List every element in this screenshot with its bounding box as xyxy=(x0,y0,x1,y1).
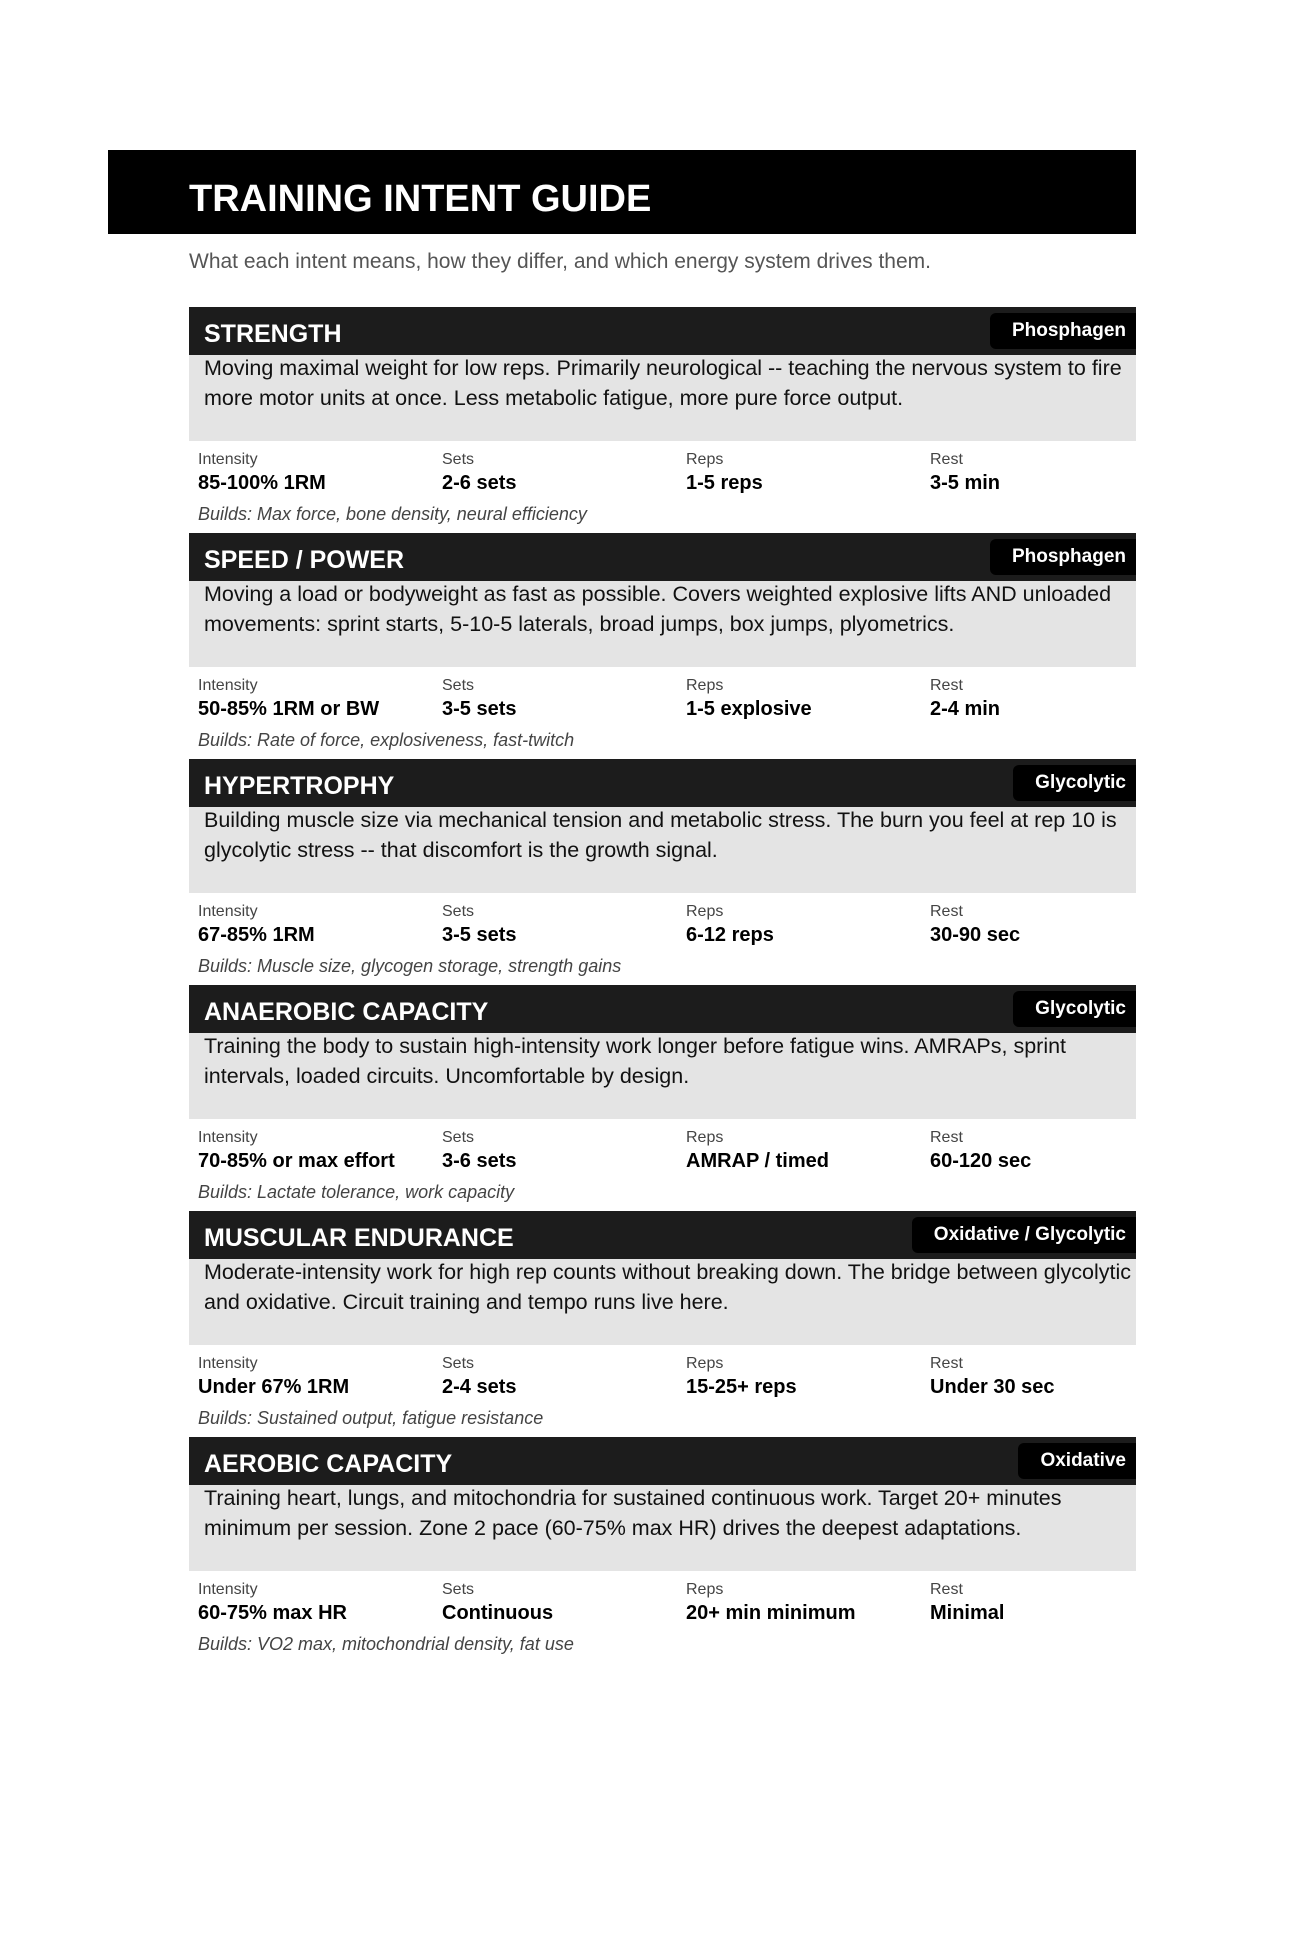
stat-value: Continuous xyxy=(442,1602,554,1624)
stat-label: Reps xyxy=(686,1129,724,1146)
stat-reps xyxy=(686,451,926,495)
stat-sets xyxy=(442,1581,682,1625)
section-header xyxy=(189,307,1136,355)
stat-value: 6-12 reps xyxy=(686,924,774,946)
stat-label: Rest xyxy=(930,1581,963,1598)
stat-label: Sets xyxy=(442,1355,475,1372)
stat-value: Under 67% 1RM xyxy=(198,1376,350,1398)
energy-system-badge: Glycolytic xyxy=(1013,765,1136,801)
stat-value: 15-25+ reps xyxy=(686,1376,797,1398)
stat-value: Under 30 sec xyxy=(930,1376,1055,1398)
energy-system-badge: Glycolytic xyxy=(1013,991,1136,1027)
section-description-box xyxy=(189,1033,1136,1119)
stat-intensity xyxy=(198,1355,438,1399)
stat-label: Intensity xyxy=(198,903,258,920)
intent-section xyxy=(189,759,1136,985)
section-title: AEROBIC CAPACITY xyxy=(204,1450,453,1478)
stat-reps xyxy=(686,1355,926,1399)
section-description: Moderate-intensity work for high rep counts without breaking down. The bridge between glycolytic and oxidative. Circuit training and tempo runs live here. xyxy=(204,1260,1131,1314)
section-description: Moving maximal weight for low reps. Primarily neurological -- teaching the nervous system to fire more motor units at once. Less metabolic fatigue, more pure force output. xyxy=(204,356,1122,410)
stat-value: 1-5 explosive xyxy=(686,698,812,720)
section-header xyxy=(189,759,1136,807)
stat-intensity xyxy=(198,1581,438,1625)
section-title: SPEED / POWER xyxy=(204,546,405,574)
stat-intensity xyxy=(198,1129,438,1173)
stat-sets xyxy=(442,451,682,495)
stat-label: Rest xyxy=(930,1355,963,1372)
builds-note: Builds: Muscle size, glycogen storage, strength gains xyxy=(198,956,622,976)
section-header xyxy=(189,533,1136,581)
energy-system-badge: Oxidative xyxy=(1018,1443,1136,1479)
stat-value: 3-6 sets xyxy=(442,1150,517,1172)
stat-rest xyxy=(930,677,1170,721)
stat-rest xyxy=(930,451,1170,495)
stat-value: 30-90 sec xyxy=(930,924,1021,946)
stat-value: 70-85% or max effort xyxy=(198,1150,395,1172)
intent-section xyxy=(189,533,1136,759)
section-header xyxy=(189,985,1136,1033)
stat-reps xyxy=(686,1581,926,1625)
stat-label: Intensity xyxy=(198,1355,258,1372)
stat-label: Intensity xyxy=(198,451,258,468)
stat-sets xyxy=(442,1355,682,1399)
stat-label: Reps xyxy=(686,1581,724,1598)
stat-value: 2-6 sets xyxy=(442,472,517,494)
stat-rest xyxy=(930,1581,1170,1625)
stat-label: Reps xyxy=(686,677,724,694)
stat-value: Minimal xyxy=(930,1602,1005,1624)
stat-value: 3-5 min xyxy=(930,472,1001,494)
intent-section xyxy=(189,985,1136,1211)
stat-value: 85-100% 1RM xyxy=(198,472,326,494)
section-description-box xyxy=(189,1259,1136,1345)
header-banner xyxy=(108,150,1136,234)
section-description: Building muscle size via mechanical tension and metabolic stress. The burn you feel at rep 10 is glycolytic stress -- that discomfort is the growth signal. xyxy=(204,808,1117,862)
stat-intensity xyxy=(198,451,438,495)
stat-rest xyxy=(930,1129,1170,1173)
intent-section xyxy=(189,1211,1136,1437)
stat-label: Rest xyxy=(930,903,963,920)
stat-label: Rest xyxy=(930,1129,963,1146)
stat-label: Rest xyxy=(930,677,963,694)
stat-value: 2-4 sets xyxy=(442,1376,517,1398)
section-description: Moving a load or bodyweight as fast as possible. Covers weighted explosive lifts AND unloaded movements: sprint starts, 5-10-5 laterals, broad jumps, box jumps, plyometrics. xyxy=(204,582,1112,636)
stat-reps xyxy=(686,1129,926,1173)
stat-intensity xyxy=(198,677,438,721)
stat-value: 1-5 reps xyxy=(686,472,763,494)
page-title: TRAINING INTENT GUIDE xyxy=(189,178,652,220)
builds-note: Builds: Lactate tolerance, work capacity xyxy=(198,1182,515,1202)
builds-note: Builds: Sustained output, fatigue resistance xyxy=(198,1408,544,1428)
stat-sets xyxy=(442,1129,682,1173)
stat-label: Intensity xyxy=(198,1581,258,1598)
section-header xyxy=(189,1437,1136,1485)
stat-value: 20+ min minimum xyxy=(686,1602,856,1624)
builds-note: Builds: Max force, bone density, neural efficiency xyxy=(198,504,587,524)
stat-value: 60-120 sec xyxy=(930,1150,1032,1172)
section-title: MUSCULAR ENDURANCE xyxy=(204,1224,514,1252)
section-description: Training heart, lungs, and mitochondria for sustained continuous work. Target 20+ minutes minimum per session. Zone 2 pace (60-75% max HR) drives the deepest adaptations. xyxy=(204,1486,1062,1540)
stat-label: Reps xyxy=(686,451,724,468)
stat-value: AMRAP / timed xyxy=(686,1150,829,1172)
stat-rest xyxy=(930,903,1170,947)
stat-label: Sets xyxy=(442,1129,475,1146)
section-description-box xyxy=(189,1485,1136,1571)
stat-label: Reps xyxy=(686,903,724,920)
stat-label: Sets xyxy=(442,903,475,920)
stat-rest xyxy=(930,1355,1170,1399)
section-description-box xyxy=(189,807,1136,893)
energy-system-badge: Oxidative / Glycolytic xyxy=(912,1217,1136,1253)
section-title: HYPERTROPHY xyxy=(204,772,395,800)
section-description: Training the body to sustain high-intensity work longer before fatigue wins. AMRAPs, sprint intervals, loaded circuits. Uncomfortable by design. xyxy=(204,1034,1067,1088)
energy-system-badge: Phosphagen xyxy=(990,539,1136,575)
stat-label: Intensity xyxy=(198,677,258,694)
stat-label: Rest xyxy=(930,451,963,468)
stat-label: Reps xyxy=(686,1355,724,1372)
stat-reps xyxy=(686,903,926,947)
section-description-box xyxy=(189,581,1136,667)
builds-note: Builds: VO2 max, mitochondrial density, fat use xyxy=(198,1634,574,1654)
stat-label: Sets xyxy=(442,451,475,468)
stat-value: 3-5 sets xyxy=(442,698,517,720)
section-header xyxy=(189,1211,1136,1259)
stat-label: Sets xyxy=(442,1581,475,1598)
intent-section xyxy=(189,307,1136,533)
stat-value: 3-5 sets xyxy=(442,924,517,946)
builds-note: Builds: Rate of force, explosiveness, fast-twitch xyxy=(198,730,575,750)
stat-reps xyxy=(686,677,926,721)
stat-intensity xyxy=(198,903,438,947)
stat-value: 50-85% 1RM or BW xyxy=(198,698,380,720)
stat-label: Sets xyxy=(442,677,475,694)
stat-sets xyxy=(442,903,682,947)
intent-section xyxy=(189,1437,1136,1663)
stat-value: 60-75% max HR xyxy=(198,1602,347,1624)
page-subtitle: What each intent means, how they differ, and which energy system drives them. xyxy=(189,250,931,273)
section-title: STRENGTH xyxy=(204,320,342,348)
section-description-box xyxy=(189,355,1136,441)
stat-value: 67-85% 1RM xyxy=(198,924,315,946)
stat-value: 2-4 min xyxy=(930,698,1001,720)
section-title: ANAEROBIC CAPACITY xyxy=(204,998,489,1026)
energy-system-badge: Phosphagen xyxy=(990,313,1136,349)
stat-sets xyxy=(442,677,682,721)
stat-label: Intensity xyxy=(198,1129,258,1146)
